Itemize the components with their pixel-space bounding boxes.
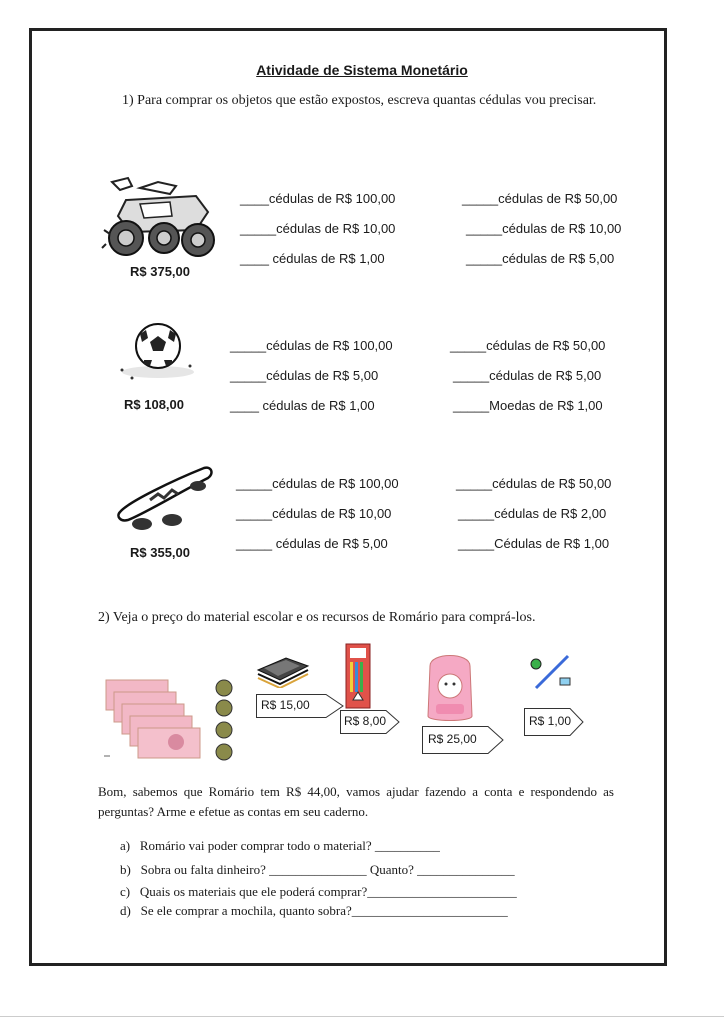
item-moto-right-1: _____cédulas de R$ 50,00 bbox=[462, 191, 618, 206]
item-skate-right-2: _____cédulas de R$ 2,00 bbox=[458, 506, 607, 521]
item-bola-left-3: ____ cédulas de R$ 1,00 bbox=[230, 398, 375, 413]
item-skate-right-3: _____Cédulas de R$ 1,00 bbox=[458, 536, 610, 551]
item-skate-left-1: _____cédulas de R$ 100,00 bbox=[236, 476, 399, 491]
pencil-box-illustration bbox=[344, 640, 372, 710]
price-tag-pen-label: R$ 1,00 bbox=[529, 714, 572, 728]
item-skate-left-3: _____ cédulas de R$ 5,00 bbox=[236, 536, 388, 551]
question-2-intro: Bom, sabemos que Romário tem R$ 44,00, vamos ajudar fazendo a conta e respondendo as perguntas? Arme e efetue as contas em seu caderno. bbox=[98, 784, 614, 819]
pen-eraser-illustration bbox=[528, 652, 574, 692]
subquestion-b: b) Sobra ou falta dinheiro? _______________ Quanto? _______________ bbox=[120, 862, 515, 877]
page-title: Atividade de Sistema Monetário bbox=[256, 62, 468, 78]
item-moto-left-1: ____cédulas de R$ 100,00 bbox=[240, 191, 396, 206]
coins-illustration bbox=[212, 678, 236, 764]
question-2-text: 2) Veja o preço do material escolar e os recursos de Romário para comprá-los. bbox=[98, 610, 536, 625]
item-price-moto: R$ 375,00 bbox=[130, 264, 190, 279]
price-tag-backpack bbox=[422, 726, 504, 754]
price-tag-pencils bbox=[340, 710, 400, 734]
skateboard-illustration bbox=[114, 462, 214, 534]
item-bola-right-1: _____cédulas de R$ 50,00 bbox=[450, 338, 606, 353]
scan-bottom-edge bbox=[0, 1016, 724, 1017]
subquestion-c: c) Quais os materiais que ele poderá comprar?_______________________ bbox=[120, 884, 517, 899]
price-tag-backpack-label: R$ 25,00 bbox=[428, 732, 477, 746]
soccer-ball-illustration bbox=[110, 320, 200, 386]
motorcycle-illustration bbox=[100, 172, 222, 264]
subquestion-a: a) Romário vai poder comprar todo o material? __________ bbox=[120, 838, 440, 853]
item-bola-left-1: _____cédulas de R$ 100,00 bbox=[230, 338, 393, 353]
subquestion-d: d) Se ele comprar a mochila, quanto sobra?________________________ bbox=[120, 903, 508, 918]
banknotes-illustration bbox=[100, 676, 212, 762]
notebooks-illustration bbox=[256, 648, 310, 688]
price-tag-notebooks bbox=[256, 694, 344, 718]
item-price-bola: R$ 108,00 bbox=[124, 397, 184, 412]
item-bola-right-3: _____Moedas de R$ 1,00 bbox=[453, 398, 603, 413]
backpack-illustration bbox=[422, 650, 478, 724]
item-moto-right-3: _____cédulas de R$ 5,00 bbox=[466, 251, 615, 266]
item-skate-right-1: _____cédulas de R$ 50,00 bbox=[456, 476, 612, 491]
item-bola-left-2: _____cédulas de R$ 5,00 bbox=[230, 368, 379, 383]
item-bola-right-2: _____cédulas de R$ 5,00 bbox=[453, 368, 602, 383]
question-1-text: 1) Para comprar os objetos que estão expostos, escreva quantas cédulas vou precisar. bbox=[122, 93, 597, 108]
item-moto-left-2: _____cédulas de R$ 10,00 bbox=[240, 221, 396, 236]
price-tag-notebooks-label: R$ 15,00 bbox=[261, 698, 310, 712]
price-tag-pencils-label: R$ 8,00 bbox=[344, 714, 387, 728]
item-price-skate: R$ 355,00 bbox=[130, 545, 190, 560]
item-moto-left-3: ____ cédulas de R$ 1,00 bbox=[240, 251, 385, 266]
price-tag-pen bbox=[524, 708, 584, 736]
item-moto-right-2: _____cédulas de R$ 10,00 bbox=[466, 221, 622, 236]
item-skate-left-2: _____cédulas de R$ 10,00 bbox=[236, 506, 392, 521]
